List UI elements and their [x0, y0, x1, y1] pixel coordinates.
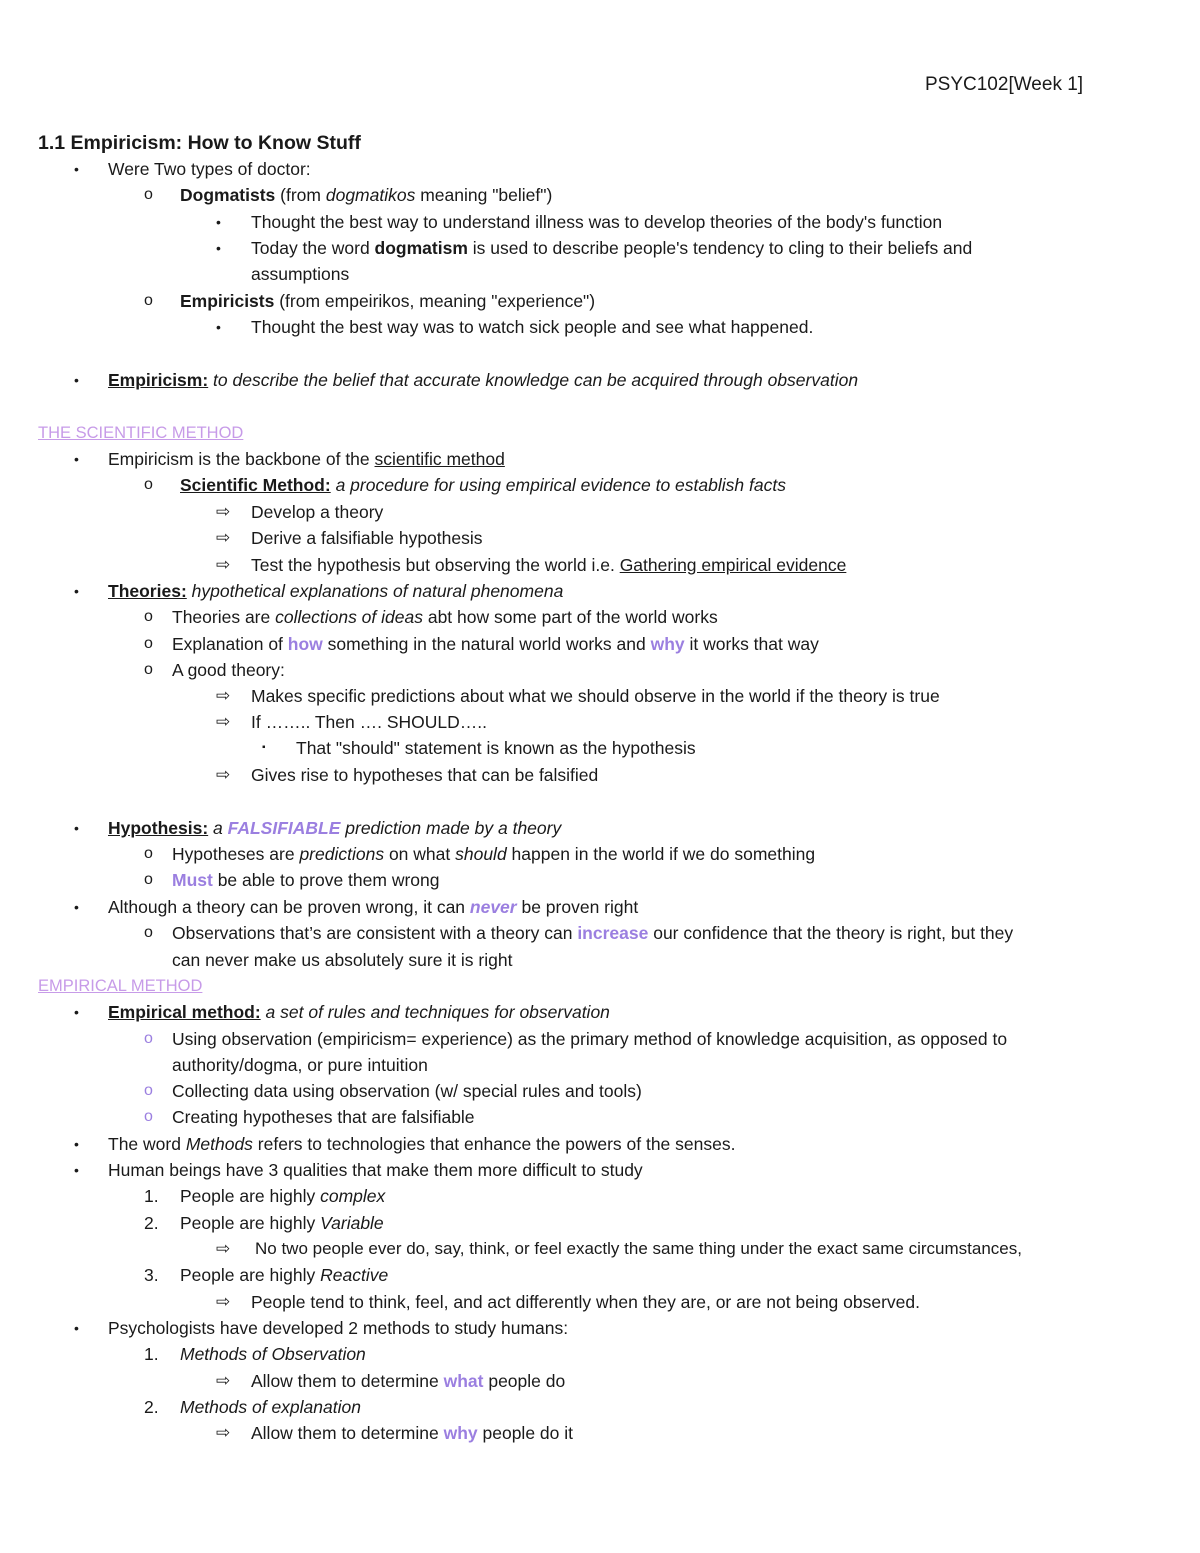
- list-item: Methods of explanation: [180, 1397, 361, 1417]
- number-marker: 2.: [144, 1213, 159, 1233]
- arrow-icon: ⇨: [216, 712, 231, 731]
- circle-marker: o: [144, 635, 153, 652]
- list-item: Explanation of how something in the natural world works and why it works that way: [172, 634, 819, 654]
- bullet-marker: •: [74, 372, 79, 388]
- list-item: Empiricists (from empeirikos, meaning "experience"): [180, 291, 596, 311]
- list-item: Dogmatists (from dogmatikos meaning "belief"): [180, 185, 553, 205]
- list-item: Creating hypotheses that are falsifiable: [172, 1107, 475, 1127]
- arrow-icon: ⇨: [216, 502, 231, 521]
- definition-empirical-method: Empirical method: a set of rules and techniques for observation: [108, 1002, 610, 1022]
- list-item: Test the hypothesis but observing the world i.e. Gathering empirical evidence: [251, 555, 847, 575]
- arrow-icon: ⇨: [216, 1423, 231, 1442]
- circle-marker: o: [144, 608, 153, 625]
- page-title: 1.1 Empiricism: How to Know Stuff: [38, 132, 361, 154]
- circle-marker: o: [144, 186, 153, 203]
- list-item-continuation: can never make us absolutely sure it is right: [172, 950, 513, 970]
- list-item: Develop a theory: [251, 502, 384, 522]
- list-item: A good theory:: [172, 660, 285, 680]
- list-item: Hypotheses are predictions on what should happen in the world if we do something: [172, 844, 816, 864]
- number-marker: 1.: [144, 1344, 159, 1364]
- list-item: The word Methods refers to technologies that enhance the powers of the senses.: [108, 1134, 736, 1154]
- bullet-marker: •: [216, 240, 221, 256]
- list-item: Empiricism is the backbone of the scientific method: [108, 449, 505, 469]
- list-item: Gives rise to hypotheses that can be falsified: [251, 765, 599, 785]
- list-item: Must be able to prove them wrong: [172, 870, 440, 890]
- number-marker: 3.: [144, 1265, 159, 1285]
- definition-theories: Theories: hypothetical explanations of natural phenomena: [108, 581, 564, 601]
- circle-marker: o: [144, 292, 153, 309]
- arrow-icon: ⇨: [216, 1371, 231, 1390]
- arrow-icon: ⇨: [216, 555, 231, 574]
- list-item: No two people ever do, say, think, or feel exactly the same thing under the exact same circumstances,: [255, 1239, 1022, 1258]
- square-marker: ▪: [262, 742, 266, 753]
- circle-marker: o: [144, 1082, 153, 1099]
- number-marker: 1.: [144, 1186, 159, 1206]
- list-item: Thought the best way was to watch sick people and see what happened.: [251, 317, 814, 337]
- circle-marker: o: [144, 476, 153, 493]
- circle-marker: o: [144, 1108, 153, 1125]
- circle-marker: o: [144, 845, 153, 862]
- bullet-marker: •: [74, 583, 79, 599]
- bullet-marker: •: [216, 319, 221, 335]
- list-item: Although a theory can be proven wrong, it can never be proven right: [108, 897, 639, 917]
- bullet-marker: •: [74, 451, 79, 467]
- list-item: Thought the best way to understand illness was to develop theories of the body's function: [251, 212, 943, 232]
- list-item: Observations that’s are consistent with a theory can increase our confidence that the theory is right, but they: [172, 923, 1014, 943]
- list-item: Collecting data using observation (w/ special rules and tools): [172, 1081, 642, 1101]
- definition-empiricism: Empiricism: to describe the belief that accurate knowledge can be acquired through observation: [108, 370, 859, 390]
- list-item: People are highly complex: [180, 1186, 386, 1206]
- bullet-marker: •: [74, 1004, 79, 1020]
- list-item: That "should" statement is known as the hypothesis: [296, 738, 696, 758]
- definition-scientific-method: Scientific Method: a procedure for using empirical evidence to establish facts: [180, 475, 786, 495]
- number-marker: 2.: [144, 1397, 159, 1417]
- bullet-marker: •: [74, 1162, 79, 1178]
- list-item: Allow them to determine what people do: [251, 1371, 566, 1391]
- bullet-marker: •: [74, 1320, 79, 1336]
- circle-marker: o: [144, 924, 153, 941]
- bullet-marker: •: [74, 899, 79, 915]
- bullet-marker: •: [74, 820, 79, 836]
- list-item: Methods of Observation: [180, 1344, 366, 1364]
- list-item: People tend to think, feel, and act differently when they are, or are not being observed.: [251, 1292, 920, 1312]
- circle-marker: o: [144, 871, 153, 888]
- arrow-icon: ⇨: [216, 1292, 231, 1311]
- list-item: Today the word dogmatism is used to describe people's tendency to cling to their beliefs and: [251, 238, 973, 258]
- list-item: Makes specific predictions about what we should observe in the world if the theory is true: [251, 686, 940, 706]
- list-item: People are highly Reactive: [180, 1265, 389, 1285]
- arrow-icon: ⇨: [216, 686, 231, 705]
- circle-marker: o: [144, 1030, 153, 1047]
- list-item: Allow them to determine why people do it: [251, 1423, 573, 1443]
- bullet-marker: •: [74, 161, 79, 177]
- section-heading-empirical-method[interactable]: EMPIRICAL METHOD: [38, 977, 203, 995]
- page-header: PSYC102[Week 1]: [925, 74, 1084, 95]
- circle-marker: o: [144, 661, 153, 678]
- arrow-icon: ⇨: [216, 765, 231, 784]
- arrow-icon: ⇨: [216, 528, 231, 547]
- list-item-continuation: assumptions: [251, 264, 350, 284]
- list-item: Theories are collections of ideas abt how some part of the world works: [172, 607, 718, 627]
- list-item: Using observation (empiricism= experience) as the primary method of knowledge acquisition, as opposed to: [172, 1029, 1008, 1049]
- bullet-marker: •: [216, 214, 221, 230]
- list-item: Psychologists have developed 2 methods to study humans:: [108, 1318, 569, 1338]
- arrow-icon: ⇨: [216, 1239, 231, 1258]
- list-item-continuation: authority/dogma, or pure intuition: [172, 1055, 428, 1075]
- list-item: Were Two types of doctor:: [108, 159, 311, 179]
- definition-hypothesis: Hypothesis: a FALSIFIABLE prediction made by a theory: [108, 818, 562, 838]
- section-heading-scientific-method[interactable]: THE SCIENTIFIC METHOD: [38, 424, 244, 442]
- list-item: Human beings have 3 qualities that make them more difficult to study: [108, 1160, 643, 1180]
- bullet-marker: •: [74, 1136, 79, 1152]
- list-item: If …….. Then …. SHOULD…..: [251, 712, 487, 732]
- list-item: Derive a falsifiable hypothesis: [251, 528, 483, 548]
- list-item: People are highly Variable: [180, 1213, 384, 1233]
